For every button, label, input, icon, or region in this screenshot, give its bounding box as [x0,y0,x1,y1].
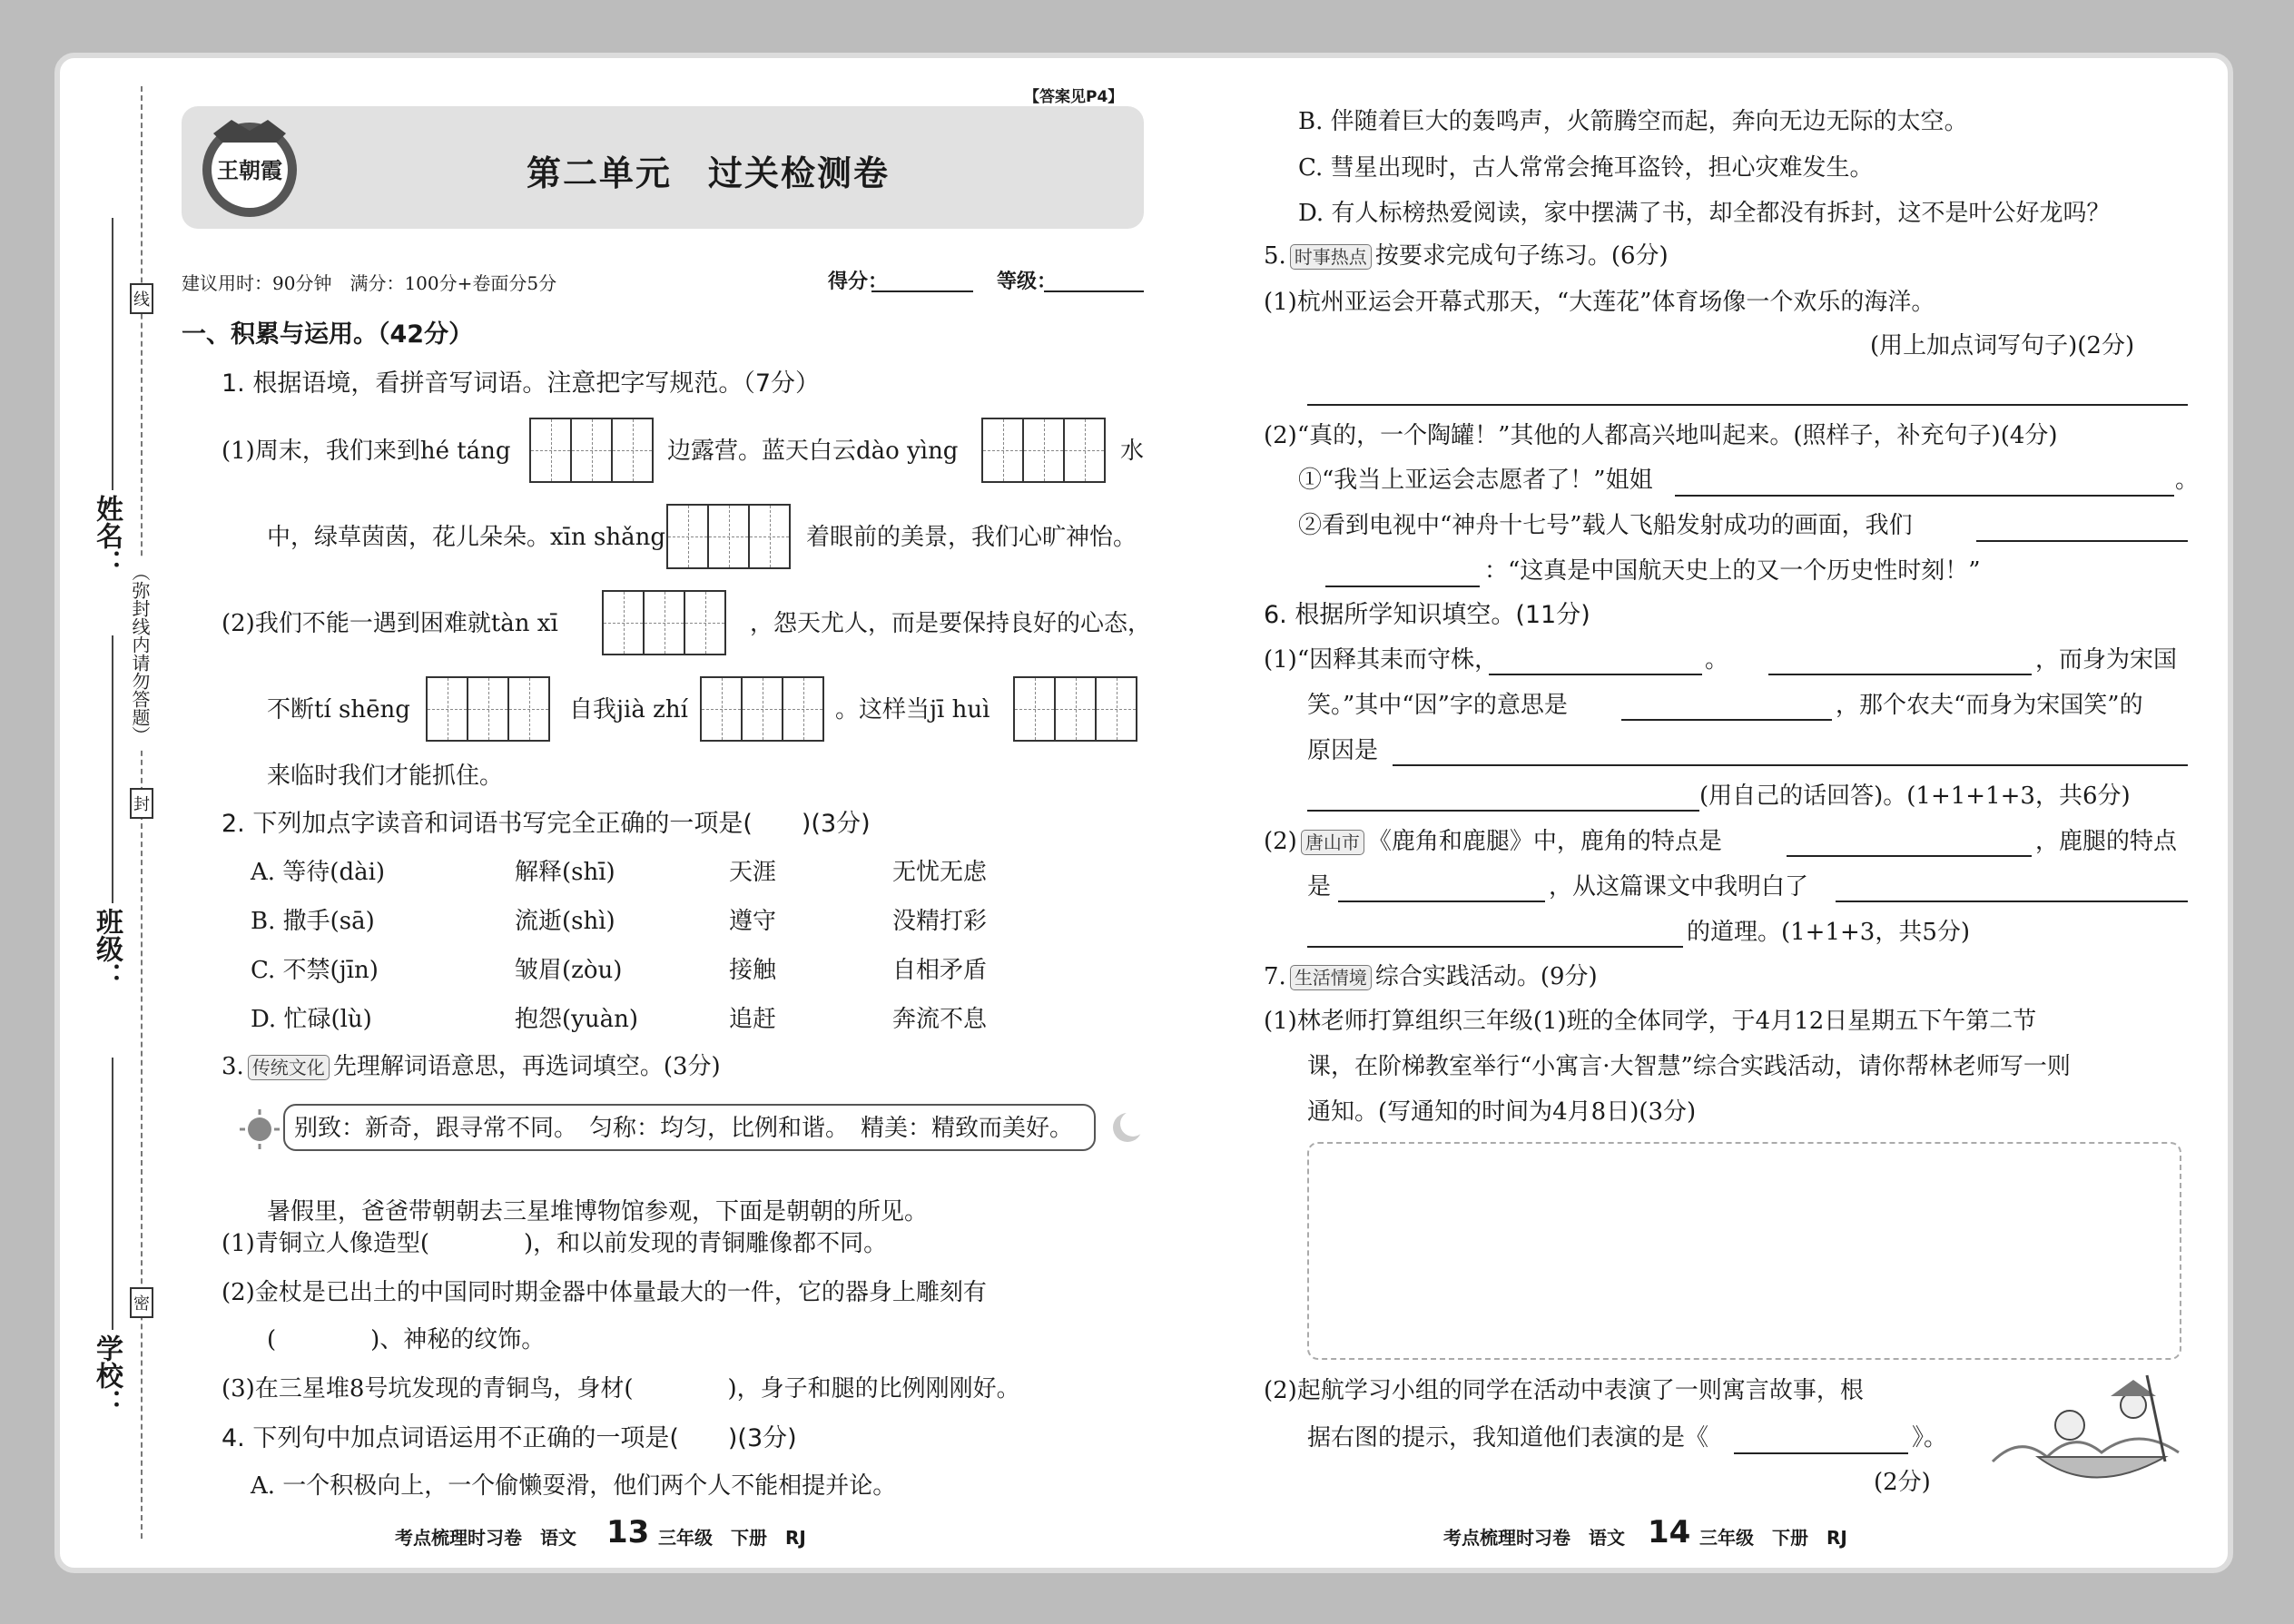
q6-line7: 的道理。(1+1+3，共5分) [1687,919,1971,946]
grade-field[interactable] [1044,290,1144,292]
q1-line1b: 边露营。蓝天白云dào yìng [667,438,959,465]
q2-title: 2. 下列加点字读音和词语书写完全正确的一项是( )(3分) [222,810,871,838]
q2-c1: C. 不禁(jīn) [251,957,379,984]
q6-tag: 唐山市 [1301,830,1364,855]
q5-line3-end: 。 [2175,467,2200,494]
q1-line2a: 中，绿草茵茵，花儿朵朵。xīn shǎng [267,524,665,551]
q7-line2: 课，在阶梯教室举行“小寓言·大智慧”综合实践活动，请你帮林老师写一则 [1307,1053,2071,1080]
q1-line1c: 水 [1120,438,1145,465]
q1-line1a: (1)周末，我们来到hé táng [222,438,511,465]
q2-a2: 解释(shī) [515,859,615,886]
q3-line2: (2)金杖是已出土的中国同时期金器中体量最大的一件，它的器身上雕刻有 [222,1279,987,1306]
q3-line1: (1)青铜立人像造型( )，和以前发现的青铜雕像都不同。 [222,1230,888,1257]
q2-c2: 皱眉(zòu) [515,957,623,984]
q5-line5: ：“这真是中国航天史上的又一个历史性时刻！” [1484,557,1981,585]
q6-blank7[interactable] [1338,901,1545,902]
footer-left-series: 考点梳理时习卷 语文 [395,1527,576,1549]
q6-blank6[interactable] [1787,855,2032,857]
word-hint-box [283,1104,1096,1151]
q2-d3: 追赶 [729,1006,777,1033]
q7-line3: 通知。(写通知的时间为4月8日)(3分) [1307,1098,1697,1126]
q5-title: 5. 时事热点 按要求完成句子练习。(6分) [1264,242,1669,270]
q6-blank2[interactable] [1768,674,2032,675]
q6-line1a: (1)“因释其耒而守株， [1264,646,1499,674]
q5-answer-line3[interactable] [1976,540,2188,542]
class-field[interactable] [112,635,113,903]
q3-tag: 传统文化 [248,1055,330,1080]
tianzige-ti-sheng[interactable] [428,676,550,742]
q6-blank4[interactable] [1393,764,2188,766]
notice-writing-area[interactable] [1307,1142,2181,1360]
svg-text:王朝霞: 王朝霞 [217,157,282,183]
school-field[interactable] [112,1058,113,1330]
tianzige-xin-shang[interactable] [668,504,791,569]
q4-option-a: A. 一个积极向上，一个偷懒耍滑，他们两个人不能相提并论。 [251,1472,897,1500]
tianzige-jia-zhi[interactable] [702,676,824,742]
q5-line1-req: (用上加点词写句子)(2分) [1870,332,2135,359]
q5-line1: (1)杭州亚运会开幕式那天，“大莲花”体育场像一个欢乐的海洋。 [1264,289,1935,316]
q1-line4b: 自我jià zhí [569,696,688,723]
school-label: 学校： [91,1334,123,1416]
grade-label: 等级： [997,270,1058,293]
name-label: 姓名： [91,495,123,576]
q6-line1c: ，而身为宋国 [2035,646,2178,674]
seal-box-line: 线 [130,283,153,314]
q1-line3a: (2)我们不能一遇到困难就tàn xī [222,610,558,637]
q6-line5: (2) 唐山市 《鹿角和鹿腿》中，鹿角的特点是 [1264,828,1722,855]
q6-line2a: 笑。”其中“因”字的意思是 [1307,692,1568,719]
q3-line4: (3)在三星堆8号坑发现的青铜鸟，身材( )，身子和腿的比例刚刚好。 [222,1375,1020,1403]
answer-reference: 【答案见P4】 [1024,88,1124,106]
q2-b2: 流逝(shì) [515,908,615,935]
q5-line2: (2)“真的，一个陶罐！”其他的人都高兴地叫起来。(照样子，补充句子)(4分) [1264,422,2058,449]
q2-b1: B. 撒手(sā) [251,908,375,935]
q6-blank5[interactable] [1307,810,1699,812]
q6-line6a: 是 [1307,873,1332,901]
seal-note: （弥封线内请勿答题） [123,558,156,749]
q6-line5c: ，鹿腿的特点 [2035,828,2178,855]
publisher-logo [191,111,309,224]
fable-illustration [1984,1362,2192,1498]
q2-c3: 接触 [729,957,777,984]
footer-right-grade: 三年级 下册 RJ [1699,1527,1847,1549]
footer-left-grade: 三年级 下册 RJ [658,1527,806,1549]
q5-answer-line4[interactable] [1325,586,1480,587]
seal-box-seal: 封 [130,788,153,819]
q6-blank3[interactable] [1621,719,1832,721]
name-field[interactable] [112,218,113,490]
q5-line3: ①“我当上亚运会志愿者了！”姐姐 [1298,467,1653,494]
q5-answer-line1[interactable] [1307,404,2188,406]
q2-d4: 奔流不息 [892,1006,988,1033]
q6-line3: 原因是 [1307,737,1379,764]
tianzige-he-tang[interactable] [531,418,654,483]
q7-line4: (2)起航学习小组的同学在活动中表演了一则寓言故事，根 [1264,1377,1864,1404]
q3-title: 3. 传统文化 先理解词语意思，再选词填空。(3分) [222,1053,721,1080]
q6-line1b: 。 [1705,646,1729,674]
q1-line4a: 不断tí shēng [267,696,410,723]
q2-a1: A. 等待(dài) [251,859,386,886]
class-label: 班级： [91,908,123,989]
q7-fable-blank[interactable] [1734,1452,1908,1454]
page-number-right: 14 [1648,1514,1691,1550]
time-info: 建议用时：90分钟 满分：100分+卷面分5分 [182,272,557,294]
q1-line5: 来临时我们才能抓住。 [267,763,504,790]
q2-c4: 自相矛盾 [892,957,988,984]
page-number-left: 13 [606,1514,650,1550]
q7-line1: (1)林老师打算组织三年级(1)班的全体同学，于4月12日星期五下午第二节 [1264,1008,2037,1035]
q6-blank1[interactable] [1489,674,1702,675]
q2-d1: D. 忙碌(lù) [251,1006,372,1033]
q7-title: 7. 生活情境 综合实践活动。(9分) [1264,963,1598,990]
q6-title: 6. 根据所学知识填空。(11分) [1264,601,1590,629]
q1-line2b: 着眼前的美景，我们心旷神怡。 [806,524,1137,551]
q2-a4: 无忧无虑 [892,859,988,886]
q2-b3: 遵守 [729,908,777,935]
q7-line5b: 》。 [1912,1424,1948,1452]
q4-title: 4. 下列句中加点词语运用不正确的一项是( )(3分) [222,1424,797,1452]
q6-line4: (用自己的话回答)。(1+1+1+3，共6分) [1699,782,2131,810]
q7-line6: (2分) [1874,1469,1931,1496]
tianzige-ji-hui[interactable] [1015,676,1137,742]
q6-line2b: ，那个农夫“而身为宋国笑”的 [1836,692,2143,719]
q4-option-b: B. 伴随着巨大的轰鸣声，火箭腾空而起，奔向无边无际的太空。 [1298,108,1968,135]
q4-option-d: D. 有人标榜热爱阅读，家中摆满了书，却全都没有拆封，这不是叶公好龙吗？ [1298,200,2111,227]
q1-title: 1. 根据语境，看拼音写词语。注意把字写规范。（7分） [222,369,821,398]
q3-line3: ( )、神秘的纹饰。 [267,1326,546,1353]
tianzige-dao-ying[interactable] [983,418,1106,483]
q4-option-c: C. 彗星出现时，古人常常会掩耳盗铃，担心灾难发生。 [1298,154,1874,182]
q5-line4: ②看到电视中“神舟十七号”载人飞船发射成功的画面，我们 [1298,512,1913,539]
q6-blank9[interactable] [1307,946,1683,948]
q5-tag: 时事热点 [1290,244,1372,270]
q2-d2: 抱怨(yuàn) [515,1006,638,1033]
score-field[interactable] [871,290,973,292]
seal-box-secret: 密 [130,1287,153,1318]
q1-line3b: ，怨天尤人，而是要保持良好的心态， [750,610,1152,637]
section-1-title: 一、积累与运用。（42分） [182,320,474,349]
q5-answer-line2[interactable] [1675,495,2174,497]
q7-line5a: 据右图的提示，我知道他们表演的是《 [1307,1424,1709,1452]
q3-intro: 暑假里，爸爸带朝朝去三星堆博物馆参观，下面是朝朝的所见。 [267,1198,929,1225]
q7-tag: 生活情境 [1290,965,1372,990]
q1-line4c: 。这样当jī huì [835,696,990,723]
q6-blank8[interactable] [1836,901,2188,902]
page-title: 第二单元 过关检测卷 [527,153,891,193]
score-label: 得分： [828,270,889,293]
moon-icon [1108,1107,1147,1147]
tianzige-tan-xi[interactable] [604,590,726,655]
sun-icon [238,1107,281,1151]
q6-line6b: ，从这篇课文中我明白了 [1549,873,1809,901]
q2-b4: 没精打彩 [892,908,988,935]
footer-right-series: 考点梳理时习卷 语文 [1443,1527,1625,1549]
word-hint-text: 别致：新奇，跟寻常不同。 匀称：均匀，比例和谐。 精美：精致而美好。 [294,1115,1074,1142]
q2-a3: 天涯 [729,859,777,886]
